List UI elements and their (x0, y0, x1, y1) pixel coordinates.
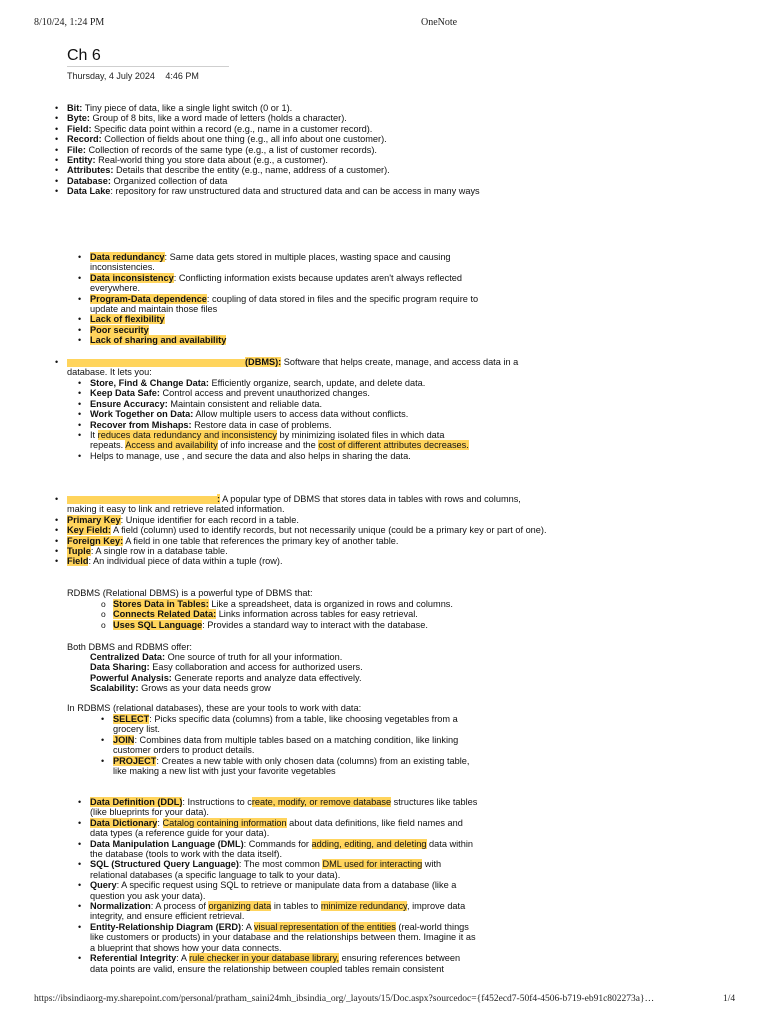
list-item[interactable]: • Field: An individual piece of data within a tuple (row). (67, 556, 547, 566)
page-date-day: Thursday, 4 July 2024 (67, 71, 155, 81)
list-item[interactable]: • File: Collection of records of the same type (e.g., a list of customer records). (67, 145, 547, 155)
list-item[interactable]: • SQL (Structured Query Language): The most common DML used for interacting with relational databases (a specific language to talk to your data). (90, 859, 480, 880)
page-title[interactable]: Ch 6 (67, 47, 101, 64)
relational-db-section (0, 494, 547, 567)
term: Data Lake (67, 186, 111, 197)
list-item[interactable]: Scalability: Grows as your data needs grow (90, 683, 271, 694)
term: Byte: (67, 113, 90, 124)
list-item[interactable]: • Byte: Group of 8 bits, like a word made of letters (holds a character). (67, 113, 547, 123)
list-item[interactable] (90, 335, 480, 345)
list-item[interactable]: • Store, Find & Change Data: Efficiently organize, search, update, and delete data. (90, 378, 480, 388)
list-item[interactable]: • Foreign Key: A field in one table that references the primary key of another table. (67, 536, 547, 546)
term: Lack of flexibility (90, 314, 165, 325)
list-item[interactable]: • : A popular type of DBMS that stores data in tables with rows and columns, making it easy to link and retrieve related information. (67, 494, 547, 515)
highlight-block (67, 359, 245, 367)
print-app-name: OneNote (421, 17, 458, 28)
page-number: 1/4 (723, 994, 736, 1004)
term: (DBMS): (245, 357, 282, 367)
term: Attributes: (67, 165, 114, 176)
list-item[interactable]: • SELECT: Picks specific data (columns) from a table, like choosing vegetables from a grocery list. (113, 714, 480, 735)
list-item[interactable]: • Normalization: A process of organizing data in tables to minimize redundancy, improve data integrity, and ensure efficient retrieval. (90, 901, 480, 922)
list-item[interactable]: • Data redundancy: Same data gets stored in multiple places, wasting space and causing inconsistencies. (90, 252, 480, 273)
term: File: (67, 144, 86, 155)
page-date-time: 4:46 PM (165, 71, 199, 81)
list-item[interactable]: Data Sharing: Easy collaboration and access for authorized users. (90, 662, 363, 673)
list-item[interactable]: • Referential Integrity: A rule checker in your database library, ensuring references between data points are valid, ensure the relationship between coupled tables remain consistent (90, 953, 480, 974)
list-item[interactable]: • Record: Collection of fields about one thing (e.g., all info about one customer). (67, 134, 547, 144)
both-list (0, 652, 570, 694)
list-item[interactable]: • Bit: Tiny piece of data, like a single light switch (0 or 1). (67, 103, 547, 113)
term: Data inconsistency (90, 272, 174, 283)
list-item[interactable]: • JOIN: Combines data from multiple tables based on a matching condition, like linking customer orders to product details. (113, 735, 480, 756)
list-item[interactable]: o Connects Related Data: Links information across tables for easy retrieval. (113, 609, 480, 619)
list-item[interactable]: • Keep Data Safe: Control access and prevent unauthorized changes. (90, 388, 480, 398)
list-item[interactable] (90, 325, 480, 335)
term: Field: (67, 123, 92, 134)
list-item[interactable]: • Tuple: A single row in a database table. (67, 546, 547, 556)
highlight-block (67, 496, 217, 504)
print-url[interactable]: https://ibsindiaorg-my.sharepoint.com/personal/pratham_saini24mh_ibsindia_org/_layouts/15/Doc.aspx?sourcedoc={f452ecd7-50f4-4506-b719-eb91c802273a}… (34, 994, 655, 1004)
list-item[interactable]: • Data Dictionary: Catalog containing information about data definitions, like field names and data types (a reference guide for your data). (90, 818, 480, 839)
term: Data redundancy (90, 252, 165, 262)
list-item[interactable]: • Data Lake: repository for raw unstructured data and structured data and can be access in many ways (67, 186, 547, 196)
list-item[interactable]: Powerful Analysis: Generate reports and analyze data effectively. (90, 672, 362, 683)
term: Poor security (90, 324, 149, 335)
list-item[interactable] (90, 314, 480, 324)
tools-list (0, 714, 480, 776)
list-item[interactable]: • Entity: Real-world thing you store data about (e.g., a customer). (67, 155, 547, 165)
list-item[interactable]: • Data Manipulation Language (DML): Commands for adding, editing, and deleting data within the database (tools to work with the data itself). (90, 839, 480, 860)
db-language-list (0, 797, 480, 974)
list-item[interactable]: • Helps to manage, use , and secure the data and also helps in sharing the data. (90, 451, 480, 461)
title-divider (67, 66, 229, 67)
definitions-list (0, 103, 547, 197)
rdbms-list (0, 599, 480, 630)
term: Program-Data dependence (90, 293, 207, 304)
list-item[interactable]: • Data Definition (DDL): Instructions to create, modify, or remove database structures like tables (like blueprints for your data). (90, 797, 480, 818)
dbms-features-list (0, 378, 480, 461)
list-item[interactable]: • Attributes: Details that describe the entity (e.g., name, address of a customer). (67, 165, 547, 175)
list-item[interactable]: Centralized Data: One source of truth for all your information. (90, 652, 343, 662)
list-item[interactable]: • Work Together on Data: Allow multiple users to access data without conflicts. (90, 409, 480, 419)
page-date (67, 71, 207, 81)
dbms-section (0, 357, 547, 378)
term: Lack of sharing and availability (90, 335, 227, 346)
list-item[interactable]: o Stores Data in Tables: Like a spreadsheet, data is organized in rows and columns. (113, 599, 480, 609)
term: Bit: (67, 103, 83, 113)
rdbms-intro: RDBMS (Relational DBMS) is a powerful type of DBMS that: (67, 588, 313, 598)
tools-intro: In RDBMS (relational databases), these are your tools to work with data: (67, 703, 362, 713)
list-item[interactable]: o Uses SQL Language: Provides a standard way to interact with the database. (113, 620, 480, 630)
term: Database: (67, 175, 111, 186)
list-item[interactable]: • (DBMS): Software that helps create, manage, and access data in a database. It lets you: (67, 357, 547, 378)
both-intro: Both DBMS and RDBMS offer: (67, 642, 192, 652)
list-item[interactable]: • Key Field: A field (column) used to identify records, but not necessarily unique (could be a primary key or part of one). (67, 525, 547, 535)
list-item[interactable]: • Program-Data dependence: coupling of data stored in files and the specific program require to update and maintain those files (90, 294, 480, 315)
list-item[interactable]: • Query: A specific request using SQL to retrieve or manipulate data from a database (like a question you ask your data). (90, 880, 480, 901)
list-item[interactable]: • Database: Organized collection of data (67, 176, 547, 186)
problems-list (0, 252, 480, 346)
list-item[interactable]: • Entity-Relationship Diagram (ERD): A visual representation of the entities (real-world things like customers or products) in your database and the relationships between them. Imagine it as a blueprint that shows how your data connects. (90, 922, 480, 953)
list-item[interactable]: • Ensure Accuracy: Maintain consistent and reliable data. (90, 399, 480, 409)
list-item[interactable]: • PROJECT: Creates a new table with only chosen data (columns) from an existing table, like making a new list with just your favorite vegetables (113, 756, 480, 777)
term: Entity: (67, 155, 96, 166)
list-item[interactable]: • Field: Specific data point within a record (e.g., name in a customer record). (67, 124, 547, 134)
list-item[interactable]: • Recover from Mishaps: Restore data in case of problems. (90, 420, 480, 430)
term: Record: (67, 134, 102, 145)
list-item[interactable]: • It reduces data redundancy and inconsistency by minimizing isolated files in which data repeats. Access and availability of info increase and the cost of different attributes decreases. (90, 430, 480, 451)
list-item[interactable]: • Primary Key: Unique identifier for each record in a table. (67, 515, 547, 525)
print-datetime: 8/10/24, 1:24 PM (34, 17, 105, 28)
list-item[interactable]: • Data inconsistency: Conflicting information exists because updates aren't always reflected everywhere. (90, 273, 480, 294)
